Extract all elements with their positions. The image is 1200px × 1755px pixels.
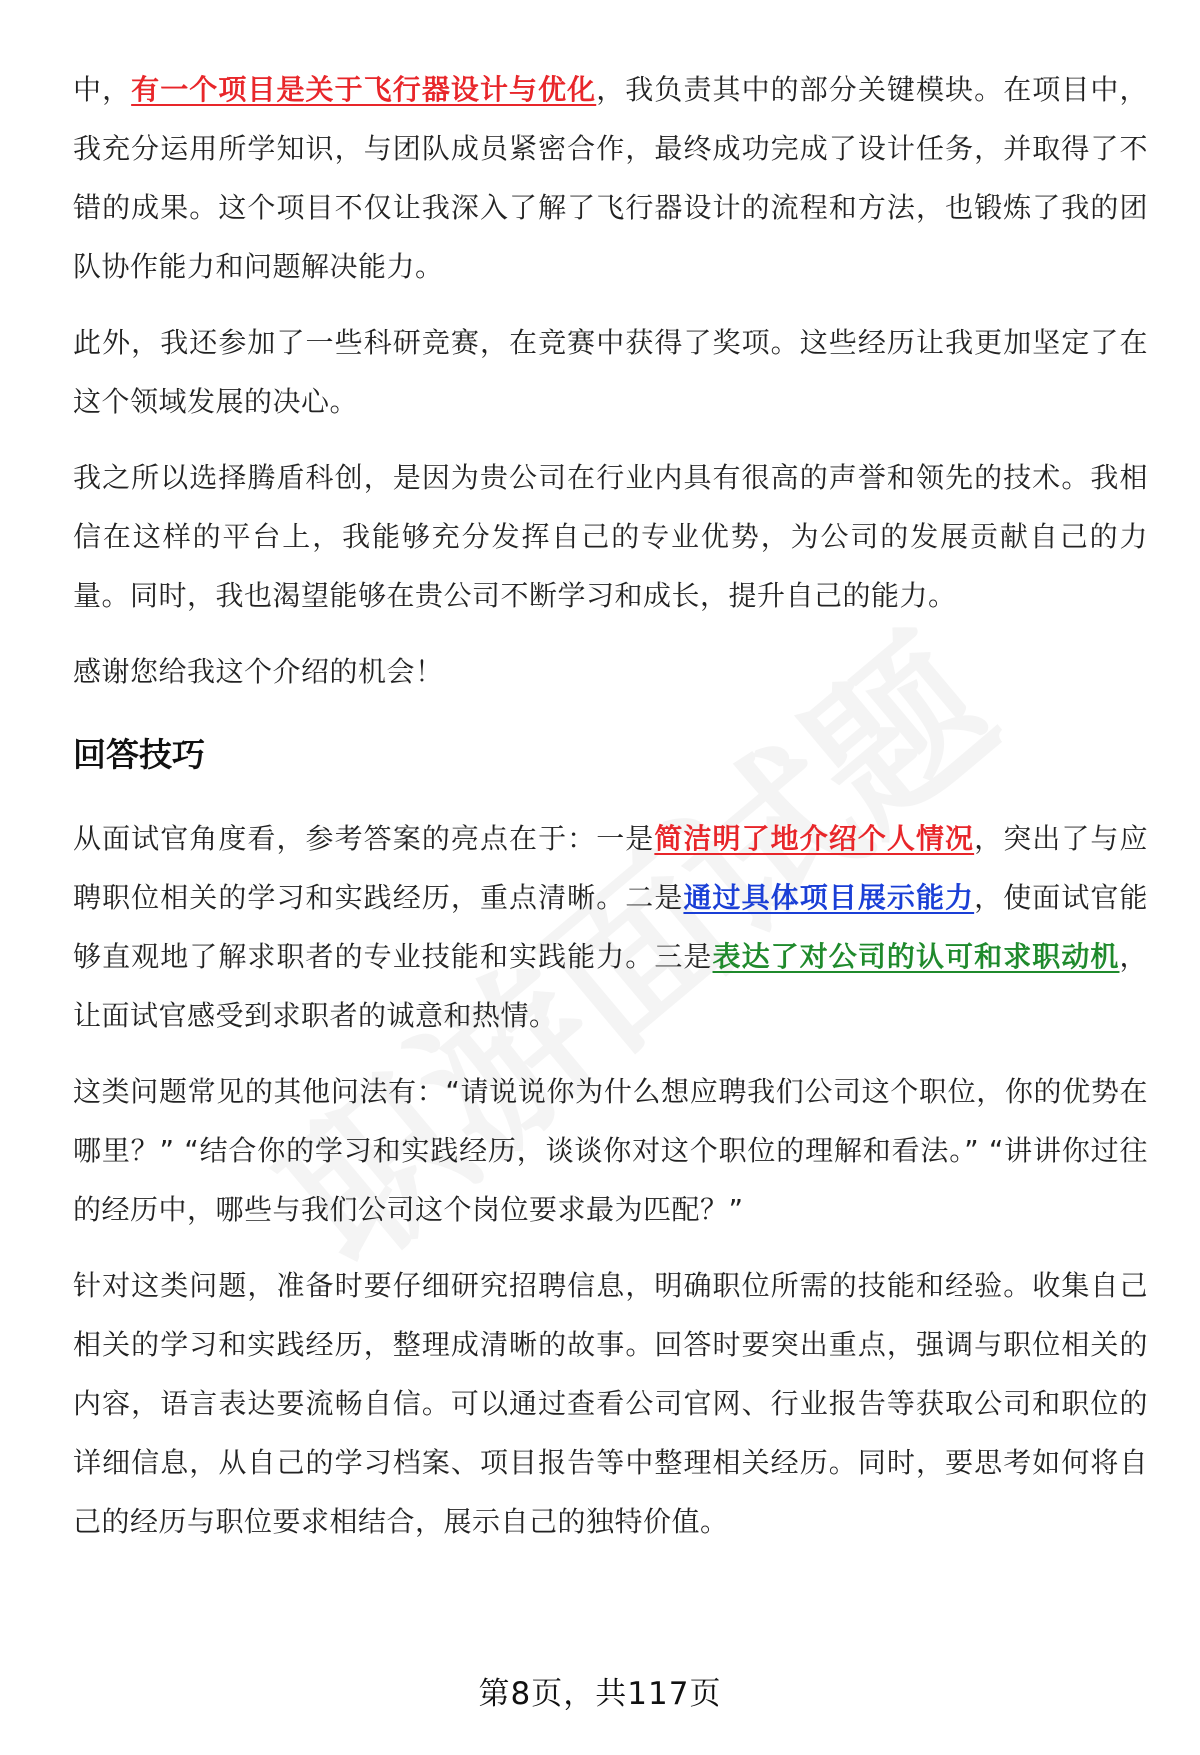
paragraph-thanks: 感谢您给我这个介绍的机会！ (73, 655, 444, 688)
paragraph-tips (73, 809, 1148, 1045)
highlight-ability: 通过具体项目展示能力 (683, 881, 975, 914)
highlight-motivation: 表达了对公司的认可和求职动机 (712, 940, 1120, 973)
page-number: 第8页，共117页 (478, 1676, 722, 1712)
tips-pre: 从面试官角度看，参考答案的亮点在于：一是 (73, 822, 655, 855)
paragraph-company-choice: 我之所以选择腾盾科创，是因为贵公司在行业内具有很高的声誉和领先的技术。我相信在这样的平台上，我能够充分发挥自己的专业优势，为公司的发展贡献自己的力量。同时，我也渴望能够在贵公司不断学习和成长，提升自己的能力。 (73, 461, 1148, 612)
paragraph-project (73, 60, 1148, 296)
paragraph-project-pre: 中， (73, 73, 132, 106)
paragraph-project-post: ，我负责其中的部分关键模块。在项目中，我充分运用所学知识，与团队成员紧密合作，最终成功完成了设计任务，并取得了不错的成果。这个项目不仅让我深入了解了飞行器设计的流程和方法，也锻炼了我的团队协作能力和问题解决能力。 (73, 73, 1148, 283)
section-heading: 回答技巧 (73, 735, 205, 774)
paragraph-preparation: 针对这类问题，准备时要仔细研究招聘信息，明确职位所需的技能和经验。收集自己相关的学习和实践经历，整理成清晰的故事。回答时要突出重点，强调与职位相关的内容，语言表达要流畅自信。可以通过查看公司官网、行业报告等获取公司和职位的详细信息，从自己的学习档案、项目报告等中整理相关经历。同时，要思考如何将自己的经历与职位要求相结合，展示自己的独特价值。 (73, 1269, 1148, 1538)
highlight-intro: 简洁明了地介绍个人情况 (654, 822, 975, 855)
paragraph-competition: 此外，我还参加了一些科研竞赛，在竞赛中获得了奖项。这些经历让我更加坚定了在这个领域发展的决心。 (73, 326, 1148, 418)
tips-mid2: ，使面试官能够直观地了解求职者的专业技能和实践能力。三是 (73, 881, 1148, 973)
tips-post: ，让面试官感受到求职者的诚意和热情。 (73, 940, 1148, 1032)
tips-mid1: ，突出了与应聘职位相关的学习和实践经历，重点清晰。二是 (73, 822, 1148, 914)
document-body (73, 60, 1148, 1568)
highlight-project: 有一个项目是关于飞行器设计与优化 (131, 73, 597, 106)
paragraph-other-questions: 这类问题常见的其他问法有：“请说说你为什么想应聘我们公司这个职位，你的优势在哪里？” “结合你的学习和实践经历，谈谈你对这个职位的理解和看法。” “讲讲你过往的经历中，哪些与我们公司这个岗位要求最为匹配？” (73, 1075, 1148, 1226)
